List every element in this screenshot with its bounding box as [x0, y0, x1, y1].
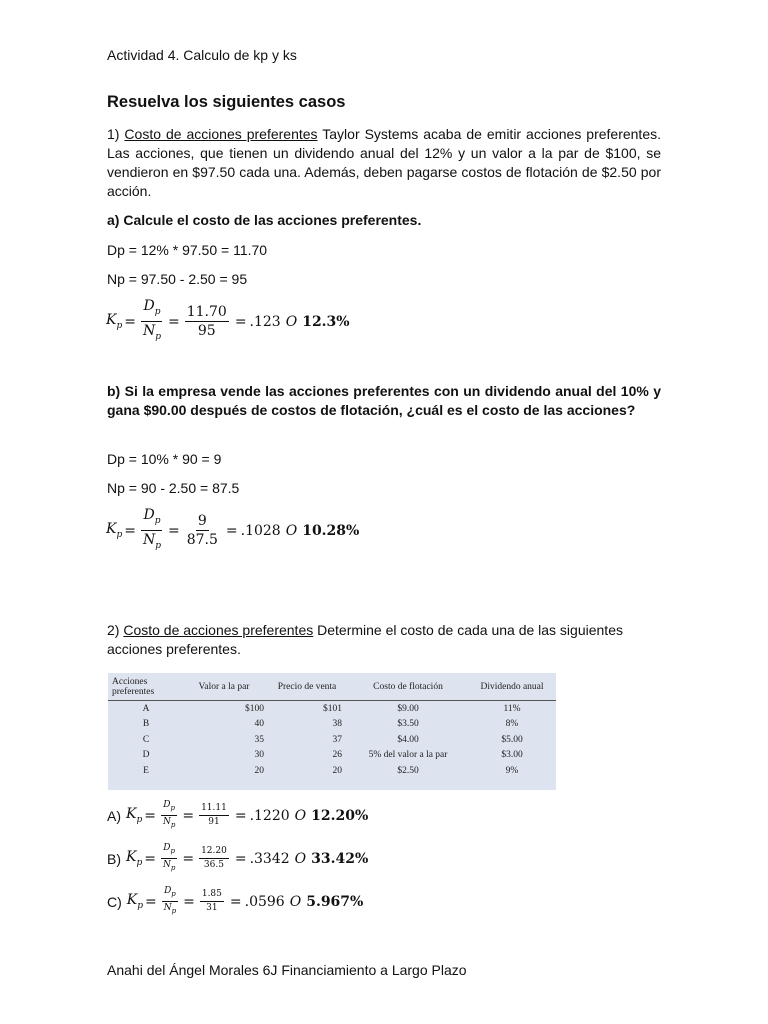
- part-b-result-percent: 10.28%: [302, 522, 360, 539]
- table-cell: 11%: [503, 703, 521, 714]
- part-b-formula: $K_p$ = $\frac{D_p}{N_p}$ = $\frac{9}{87.5}$ = .1028 O 10.28%: [106, 507, 360, 551]
- table-row: [108, 717, 556, 733]
- answer-result-decimal: .1220: [249, 807, 290, 824]
- part-b-result-decimal: .1028: [240, 522, 281, 539]
- problem-1-statement: [107, 125, 661, 201]
- answer-b: B) $K_p$ = $\frac{D_p}{N_p}$ = $\frac{12.20}{36.5}$ = .3342 O 33.42%: [107, 843, 369, 872]
- table-cell: $4.00: [397, 734, 419, 745]
- table-header-row: [108, 673, 556, 701]
- document-footer: Anahi del Ángel Morales 6J Financiamiento a Largo Plazo: [107, 962, 467, 978]
- table-row: [108, 763, 556, 779]
- part-a-np: Np = 97.50 - 2.50 = 95: [107, 271, 248, 287]
- part-b-question: b) Si la empresa vende las acciones preferentes con un dividendo anual del 10% y gana $90.00 después de costos de flotación, ¿cuál es el costo de las acciones?: [107, 383, 661, 418]
- table-cell: D: [142, 750, 150, 761]
- table-cell: 38: [332, 719, 342, 730]
- answer-numerator: 1.85: [200, 889, 224, 902]
- table-cell: A: [142, 703, 150, 714]
- part-b-dp: Dp = 10% * 90 = 9: [107, 451, 222, 467]
- part-a-formula: $K_p$ = $\frac{D_p}{N_p}$ = $\frac{11.70}{95}$ = .123 O 12.3%: [106, 298, 350, 342]
- document-header: Actividad 4. Calculo de kp y ks: [107, 47, 297, 63]
- table-cell: $5.00: [501, 734, 523, 745]
- answer-numerator: 11.11: [199, 803, 229, 816]
- answer-denominator: 31: [206, 903, 218, 913]
- part-a-question: a) Calcule el costo de las acciones preferentes.: [107, 212, 422, 228]
- preferred-stock-table: [108, 673, 556, 790]
- part-a-dp: Dp = 12% * 97.50 = 11.70: [107, 242, 268, 258]
- answer-numerator: 12.20: [199, 846, 229, 859]
- answer-result-percent: 12.20%: [311, 807, 369, 824]
- table-cell: 26: [332, 750, 342, 761]
- part-b-denominator: 87.5: [186, 532, 218, 548]
- table-header-cell: Acciones preferentes: [108, 673, 184, 701]
- part-a-denominator: 95: [197, 323, 216, 339]
- answer-result-percent: 33.42%: [311, 850, 369, 867]
- table-cell: 40: [254, 719, 264, 730]
- problem-1-topic: Costo de acciones preferentes: [124, 126, 318, 142]
- table-cell: 9%: [505, 765, 519, 776]
- table-cell: 35: [254, 734, 264, 745]
- table-cell: $9.00: [397, 703, 419, 714]
- problem-2-text: Determine el costo de cada una de las siguientes acciones preferentes.: [107, 622, 623, 657]
- answer-result-decimal: .0596: [244, 893, 285, 910]
- table-row: [108, 748, 556, 764]
- problem-1-number: 1): [107, 126, 125, 142]
- answer-result-percent: 5.967%: [306, 893, 364, 910]
- part-b-np: Np = 90 - 2.50 = 87.5: [107, 480, 240, 496]
- table-row: [108, 701, 556, 717]
- section-title: Resuelva los siguientes casos: [107, 93, 346, 111]
- problem-2-number: 2): [107, 622, 124, 638]
- part-b-numerator: 9: [197, 513, 207, 529]
- problem-1-text: Taylor Systems acaba de emitir acciones preferentes. Las acciones, que tienen un dividendo anual del 12% y un valor a la par de $100, se vendieron en $97.50 cada una. Además, deben pagarse costos de flotación de $2.50 por acción.: [107, 126, 661, 199]
- table-cell: 8%: [505, 719, 519, 730]
- answer-label: B): [107, 850, 121, 867]
- answer-result-decimal: .3342: [249, 850, 290, 867]
- answer-label: A): [107, 807, 121, 824]
- table-cell: 37: [332, 734, 342, 745]
- table-cell: B: [142, 719, 150, 730]
- table-cell: $2.50: [397, 765, 419, 776]
- table-cell: 20: [254, 765, 264, 776]
- table-header-cell: Costo de flotación: [348, 673, 468, 701]
- answer-denominator: 36.5: [203, 860, 224, 870]
- table-cell: $100: [245, 703, 264, 714]
- table-cell: 30: [254, 750, 264, 761]
- table-cell: E: [143, 765, 149, 776]
- part-a-result-decimal: .123: [249, 313, 281, 330]
- table-cell: $3.50: [397, 719, 419, 730]
- table-cell: $101: [323, 703, 342, 714]
- part-a-result-percent: 12.3%: [302, 313, 350, 330]
- table-cell: C: [142, 734, 150, 745]
- table-header-cell: Valor a la par: [184, 673, 272, 701]
- table-row: [108, 732, 556, 748]
- answer-c: C) $K_p$ = $\frac{D_p}{N_p}$ = $\frac{1.85}{31}$ = .0596 O 5.967%: [107, 886, 364, 915]
- answer-a: A) $K_p$ = $\frac{D_p}{N_p}$ = $\frac{11.11}{91}$ = .1220 O 12.20%: [107, 800, 369, 829]
- table-cell: 5% del valor a la par: [368, 750, 448, 761]
- table-cell: 20: [332, 765, 342, 776]
- part-a-numerator: 11.70: [186, 304, 227, 320]
- problem-2-topic: Costo de acciones preferentes: [123, 622, 314, 638]
- table-header-cell: Precio de venta: [272, 673, 348, 701]
- table-cell: $3.00: [501, 750, 523, 761]
- answer-denominator: 91: [208, 817, 220, 827]
- table-header-cell: Dividendo anual: [468, 673, 556, 701]
- problem-2-statement: [107, 621, 667, 659]
- answer-label: C): [107, 893, 122, 910]
